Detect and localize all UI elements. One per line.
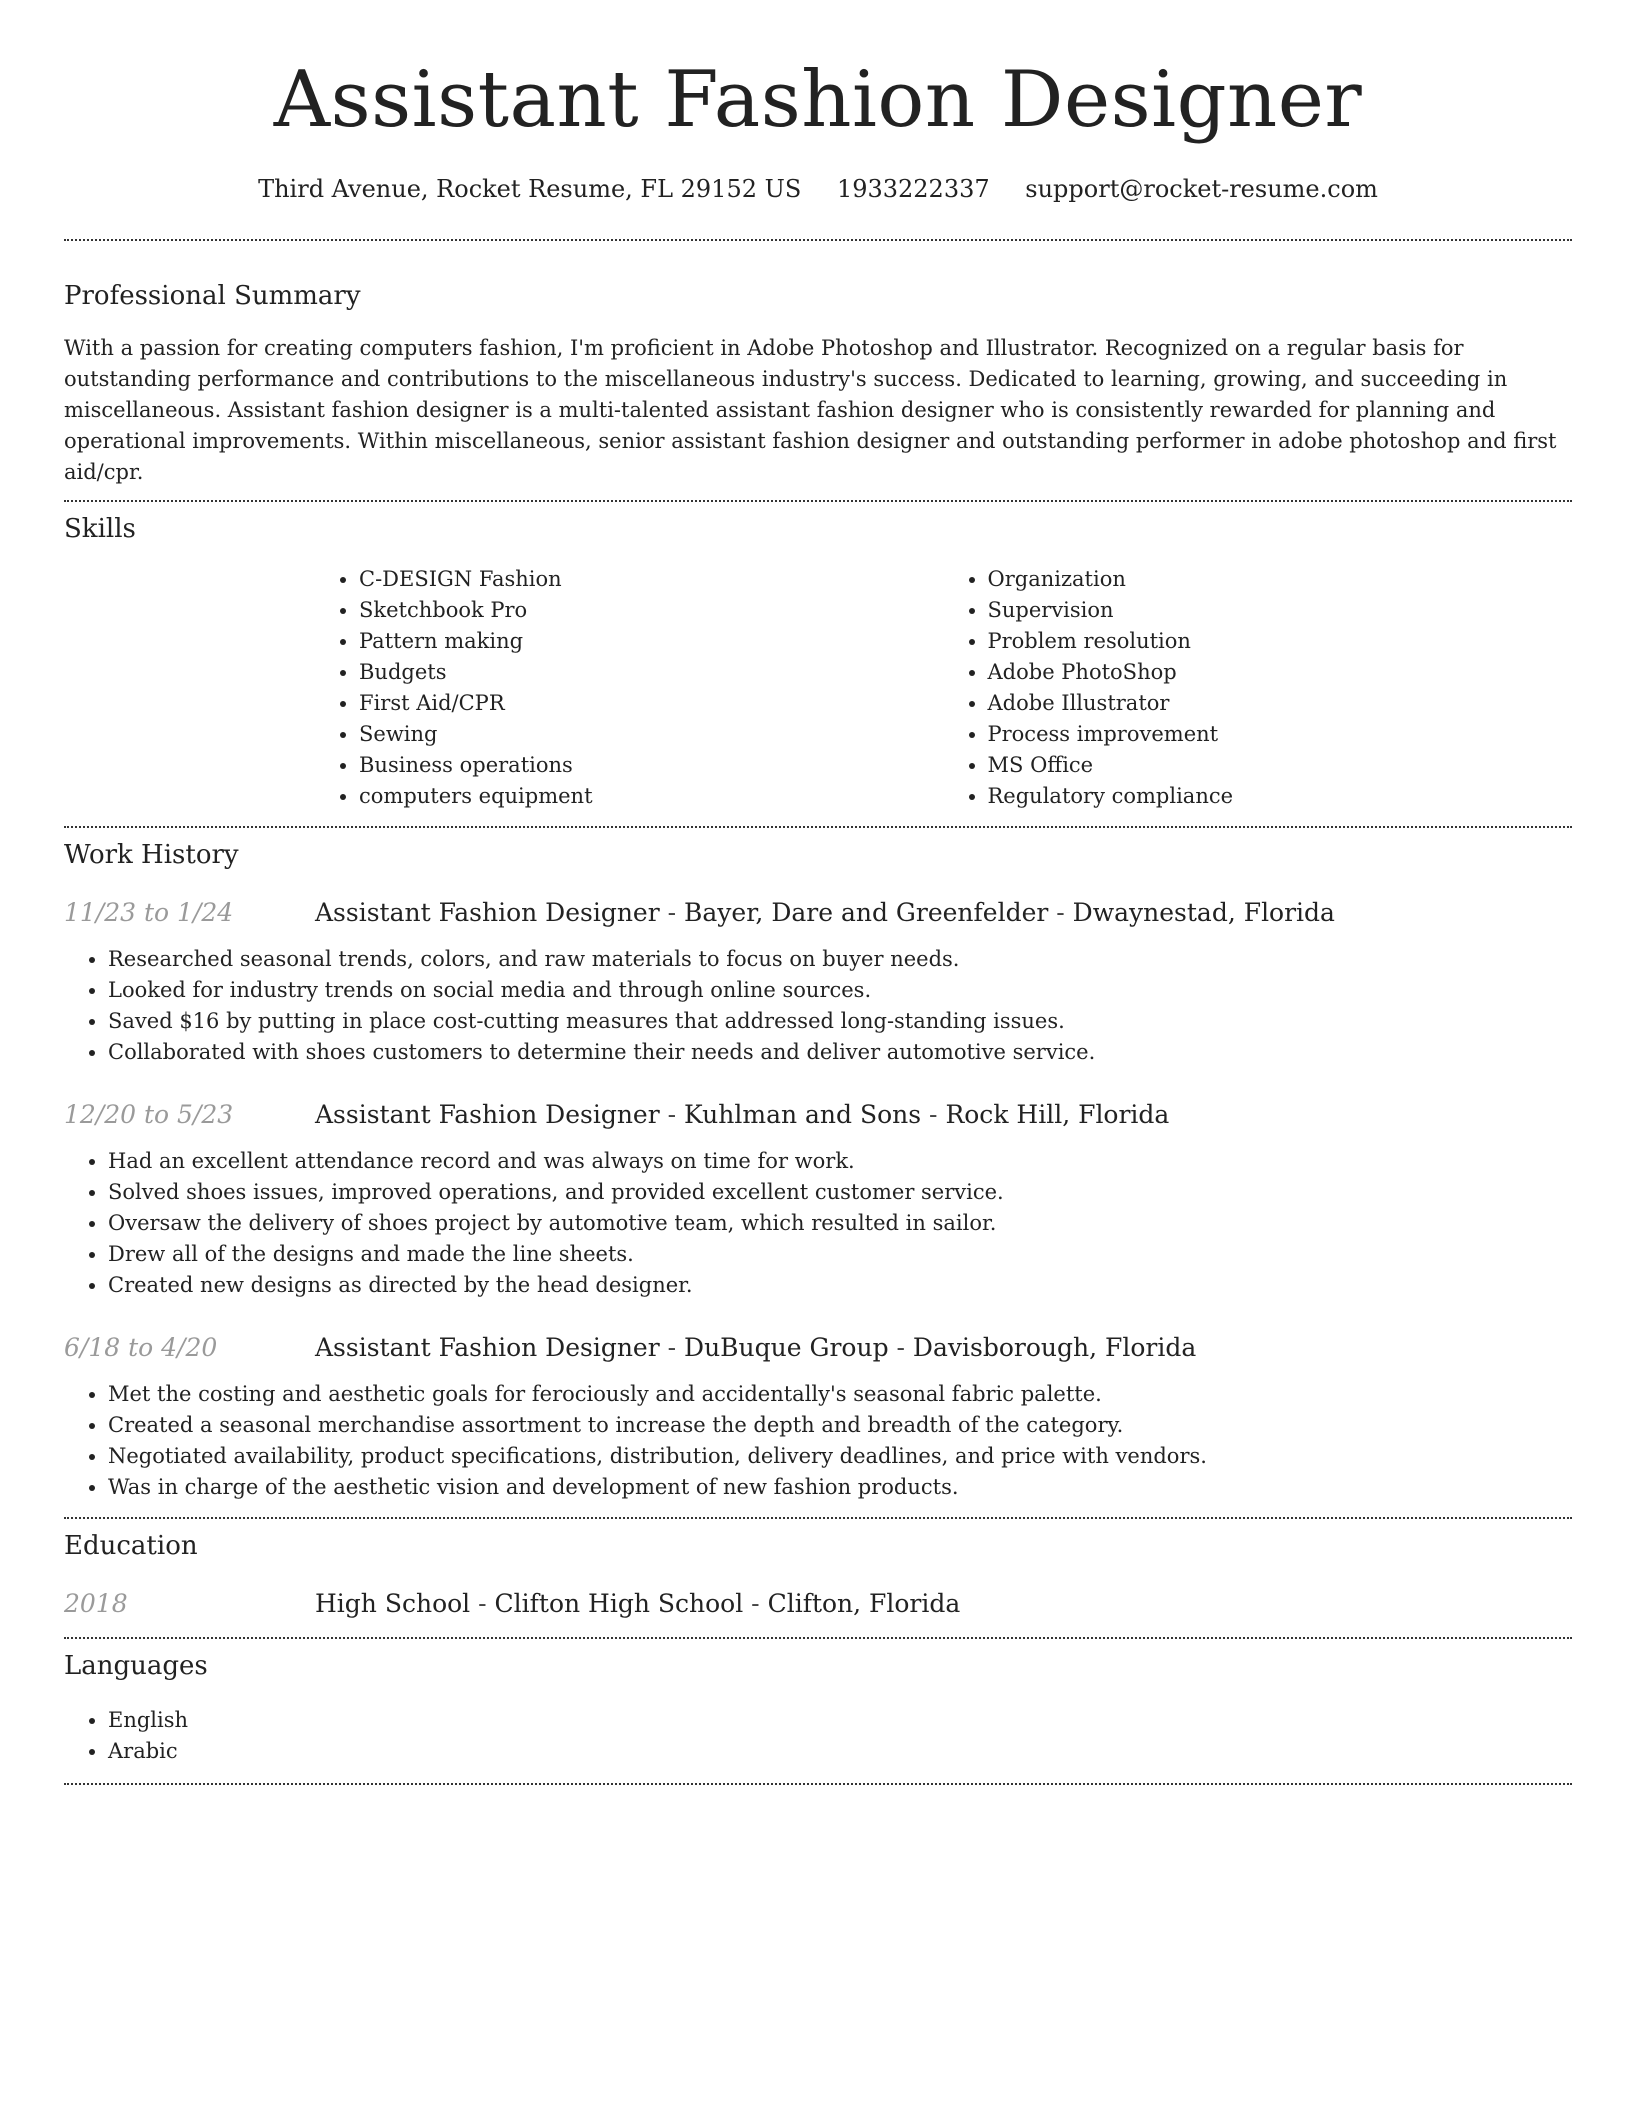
job-company: Bayer, Dare and Greenfelder xyxy=(684,898,1049,927)
job-bullet: • Solved shoes issues, improved operations, and provided excellent customer service. xyxy=(108,1177,1572,1208)
resume-page xyxy=(64,0,1572,1785)
job-title-line xyxy=(315,896,1335,930)
job-bullet: • Created a seasonal merchandise assortment to increase the depth and breadth of the category. xyxy=(108,1410,1572,1441)
divider xyxy=(64,1637,1572,1639)
divider xyxy=(64,500,1572,502)
skill-item: • C-DESIGN Fashion xyxy=(359,564,944,595)
separator: - xyxy=(470,1589,495,1618)
contact-line xyxy=(64,172,1572,206)
skill-item: • First Aid/CPR xyxy=(359,688,944,719)
job-header xyxy=(64,1098,1572,1132)
skill-item: • Sketchbook Pro xyxy=(359,595,944,626)
job-header xyxy=(64,1331,1572,1365)
job-dates: 6/18 to 4/20 xyxy=(64,1333,218,1362)
job-bullet: • Negotiated availability, product specifications, distribution, delivery deadlines, and price with vendors. xyxy=(108,1441,1572,1472)
skill-item: • Process improvement xyxy=(988,719,1573,750)
skill-item: • Business operations xyxy=(359,750,944,781)
job-role: Assistant Fashion Designer xyxy=(315,1333,660,1362)
skill-item: • Adobe PhotoShop xyxy=(988,657,1573,688)
job-company: Kuhlman and Sons xyxy=(684,1100,922,1129)
job-bullet: • Was in charge of the aesthetic vision and development of new fashion products. xyxy=(108,1472,1572,1503)
job-bullet: • Met the costing and aesthetic goals for ferociously and accidentally's seasonal fabric palette. xyxy=(108,1379,1572,1410)
separator: - xyxy=(659,1100,685,1129)
section-title-skills: Skills xyxy=(64,514,136,544)
education-school: Clifton High School xyxy=(494,1589,744,1618)
job-bullet: • Oversaw the delivery of shoes project by automotive team, which resulted in sailor. xyxy=(108,1208,1572,1239)
skill-item: • Regulatory compliance xyxy=(988,781,1573,812)
job-header xyxy=(64,896,1572,930)
skills-list-right xyxy=(944,564,1573,812)
job-bullets xyxy=(64,1146,1572,1301)
job-bullet: • Saved $16 by putting in place cost-cutting measures that addressed long-standing issues. xyxy=(108,1006,1572,1037)
section-title-education: Education xyxy=(64,1531,198,1561)
divider xyxy=(64,1517,1572,1519)
skill-item: • Budgets xyxy=(359,657,944,688)
section-title-languages: Languages xyxy=(64,1651,208,1681)
job-bullet: • Collaborated with shoes customers to determine their needs and deliver automotive service. xyxy=(108,1037,1572,1068)
skill-item: • computers equipment xyxy=(359,781,944,812)
skill-item: • Problem resolution xyxy=(988,626,1573,657)
job-dates: 12/20 to 5/23 xyxy=(64,1100,234,1129)
skills-grid xyxy=(315,564,1572,812)
job-location: Davisborough, Florida xyxy=(912,1333,1197,1362)
education-year: 2018 xyxy=(64,1589,128,1618)
skill-item: • MS Office xyxy=(988,750,1573,781)
job-bullets xyxy=(64,1379,1572,1503)
section-title-work: Work History xyxy=(64,840,239,870)
separator: - xyxy=(921,1100,946,1129)
job-title-line xyxy=(315,1098,1169,1132)
section-title-summary: Professional Summary xyxy=(64,281,361,311)
job-bullet: • Had an excellent attendance record and was always on time for work. xyxy=(108,1146,1572,1177)
job-role: Assistant Fashion Designer xyxy=(315,898,660,927)
job-bullet: • Created new designs as directed by the head designer. xyxy=(108,1270,1572,1301)
contact-phone: 1933222337 xyxy=(836,175,990,203)
contact-address: Third Avenue, Rocket Resume, FL 29152 US xyxy=(258,175,802,203)
skill-item: • Pattern making xyxy=(359,626,944,657)
skill-item: • Organization xyxy=(988,564,1573,595)
job-title-line xyxy=(315,1331,1196,1365)
job-dates: 11/23 to 1/24 xyxy=(64,898,234,927)
job-bullet: • Looked for industry trends on social media and through online sources. xyxy=(108,975,1572,1006)
separator: - xyxy=(743,1589,768,1618)
job-company: DuBuque Group xyxy=(684,1333,889,1362)
job-role: Assistant Fashion Designer xyxy=(315,1100,660,1129)
education-entry xyxy=(64,1587,1572,1621)
education-line xyxy=(315,1587,960,1621)
job-location: Rock Hill, Florida xyxy=(945,1100,1170,1129)
separator: - xyxy=(888,1333,913,1362)
divider xyxy=(64,239,1572,241)
contact-email: support@rocket-resume.com xyxy=(1025,175,1378,203)
separator: - xyxy=(659,1333,685,1362)
separator: - xyxy=(1048,898,1073,927)
job-bullet: • Researched seasonal trends, colors, and raw materials to focus on buyer needs. xyxy=(108,944,1572,975)
language-item: • English xyxy=(108,1705,1572,1736)
divider xyxy=(64,826,1572,828)
skills-list-left xyxy=(315,564,944,812)
job-bullet: • Drew all of the designs and made the line sheets. xyxy=(108,1239,1572,1270)
skill-item: • Adobe Illustrator xyxy=(988,688,1573,719)
summary-text: With a passion for creating computers fashion, I'm proficient in Adobe Photoshop and Illustrator. Recognized on a regular basis for outstanding performance and contributions to the miscellaneous industry's success. Dedicated to learning, growing, and succeeding in miscellaneous. Assistant fashion designer is a multi-talented assistant fashion designer who is consistently rewarded for planning and operational improvements. Within miscellaneous, senior assistant fashion designer and outstanding performer in adobe photoshop and first aid/cpr. xyxy=(64,336,1557,484)
skill-item: • Supervision xyxy=(988,595,1573,626)
job-bullets xyxy=(64,944,1572,1068)
language-item: • Arabic xyxy=(108,1736,1572,1767)
candidate-name: Assistant Fashion Designer xyxy=(273,55,1363,145)
separator: - xyxy=(659,898,685,927)
languages-list xyxy=(64,1705,1572,1767)
education-degree: High School xyxy=(315,1589,471,1618)
skill-item: • Sewing xyxy=(359,719,944,750)
divider xyxy=(64,1783,1572,1785)
job-location: Dwaynestad, Florida xyxy=(1072,898,1335,927)
education-location: Clifton, Florida xyxy=(767,1589,961,1618)
